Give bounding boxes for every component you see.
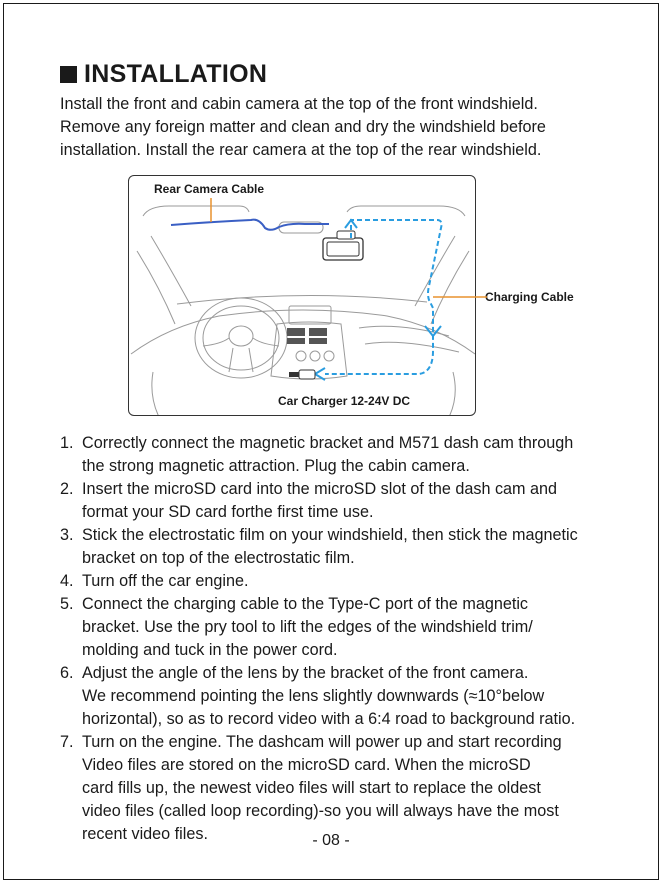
charging-cable-label: Charging Cable xyxy=(485,290,574,304)
heading-text: INSTALLATION xyxy=(84,60,268,88)
section-heading xyxy=(60,62,267,87)
step-line: Stick the electrostatic film on your windshield, then stick the magnetic xyxy=(82,526,578,544)
step-number: 2. xyxy=(60,480,74,498)
step-line: molding and tuck in the power cord. xyxy=(82,641,338,659)
step-number: 6. xyxy=(60,664,74,682)
manual-page xyxy=(3,3,659,880)
installation-steps xyxy=(60,432,620,846)
step-line: the strong magnetic attraction. Plug the cabin camera. xyxy=(82,457,470,475)
step-line: Correctly connect the magnetic bracket and M571 dash cam through xyxy=(82,434,574,452)
square-bullet-icon xyxy=(60,66,77,83)
installation-illustration xyxy=(128,175,476,416)
step-item xyxy=(60,731,620,846)
step-number: 5. xyxy=(60,595,74,613)
step-line: format your SD card forthe first time use. xyxy=(82,503,374,521)
step-line: Adjust the angle of the lens by the bracket of the front camera. xyxy=(82,664,529,682)
step-line: Turn on the engine. The dashcam will power up and start recording xyxy=(82,733,562,751)
intro-line: Remove any foreign matter and clean and dry the windshield before xyxy=(60,118,546,136)
rear-camera-cable-label: Rear Camera Cable xyxy=(154,182,265,196)
step-number: 3. xyxy=(60,526,74,544)
dashcam-icon xyxy=(323,231,363,260)
step-number: 4. xyxy=(60,572,74,590)
step-line: recent video files. xyxy=(82,825,208,843)
car-interior-drawing xyxy=(129,176,476,416)
car-charger-icon xyxy=(289,370,315,379)
step-number: 1. xyxy=(60,434,74,452)
step-item xyxy=(60,570,620,593)
step-line: card fills up, the newest video files will start to replace the oldest xyxy=(82,779,541,797)
step-item xyxy=(60,524,620,570)
step-line: horizontal), so as to record video with a 6:4 road to background ratio. xyxy=(82,710,576,728)
intro-line: Install the front and cabin camera at the top of the front windshield. xyxy=(60,95,538,113)
step-line: Connect the charging cable to the Type-C port of the magnetic xyxy=(82,595,529,613)
step-line: video files (called loop recording)-so you will always have the most xyxy=(82,802,559,820)
step-line: Video files are stored on the microSD card. When the microSD xyxy=(82,756,531,774)
step-item xyxy=(60,662,620,731)
step-item xyxy=(60,432,620,478)
step-number: 7. xyxy=(60,733,74,751)
charging-cable-callout-line xyxy=(475,295,487,299)
intro-line: installation. Install the rear camera at the top of the rear windshield. xyxy=(60,141,542,159)
step-line: We recommend pointing the lens slightly downwards (≈10°below xyxy=(82,687,545,705)
step-line: Insert the microSD card into the microSD slot of the dash cam and xyxy=(82,480,558,498)
step-line: Turn off the car engine. xyxy=(82,572,249,590)
step-line: bracket on top of the electrostatic film. xyxy=(82,549,355,567)
page-number: - 08 - xyxy=(312,832,350,849)
step-line: bracket. Use the pry tool to lift the edges of the windshield trim/ xyxy=(82,618,533,636)
step-item xyxy=(60,593,620,662)
car-charger-label: Car Charger 12-24V DC xyxy=(278,394,411,408)
intro-paragraph xyxy=(60,93,620,162)
step-item xyxy=(60,478,620,524)
